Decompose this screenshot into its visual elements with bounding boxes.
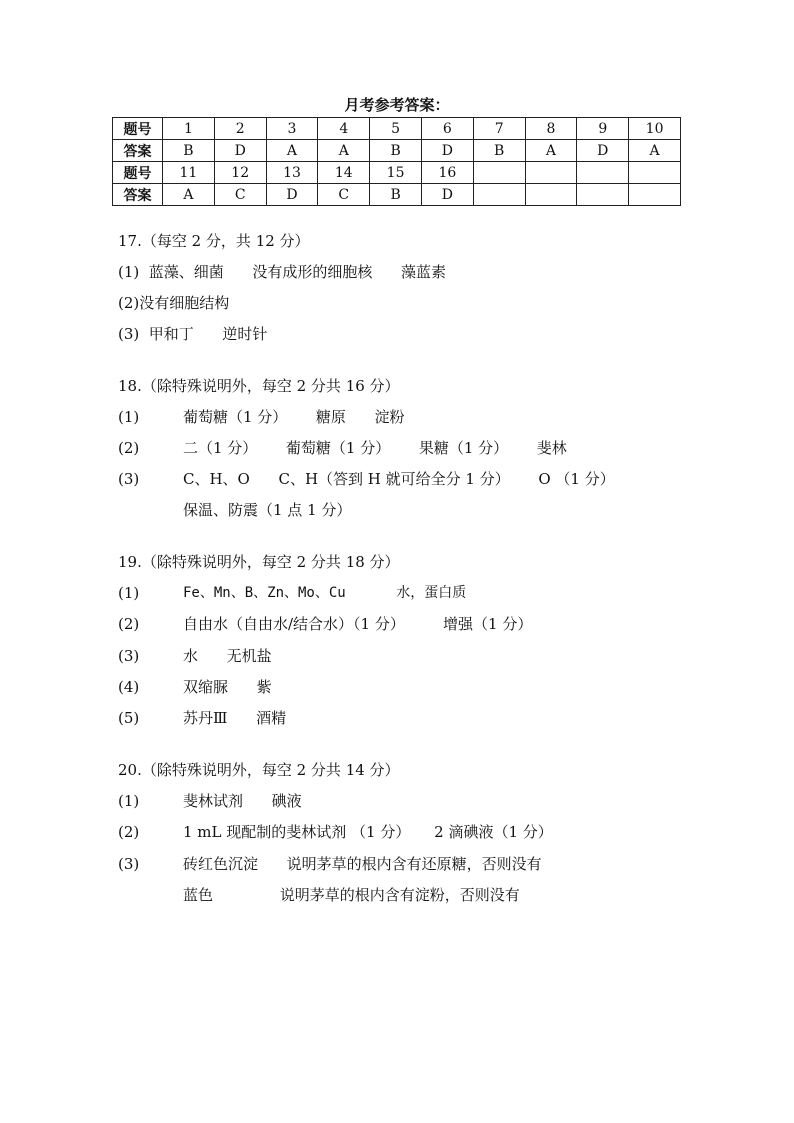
q17-line-1: (1) 蓝藻、细菌 没有成形的细胞核 藻蓝素 <box>118 263 447 281</box>
q20-line-3-num: (3) <box>118 855 140 873</box>
table-cell <box>525 162 577 184</box>
table-cell: A <box>163 184 215 206</box>
table-cell: 1 <box>163 118 215 140</box>
table-row <box>113 184 681 206</box>
q19-line-2: 自由水（自由水/结合水）（1 分） 增强（1 分） <box>183 615 533 633</box>
q20-line-1-num: (1) <box>118 792 140 810</box>
table-cell: 11 <box>163 162 215 184</box>
table-cell: D <box>577 140 629 162</box>
table-cell: A <box>318 140 370 162</box>
q18-line-4: 保温、防震（1 点 1 分） <box>183 501 352 519</box>
table-cell: 15 <box>370 162 422 184</box>
table-cell <box>473 162 525 184</box>
table-cell: D <box>266 184 318 206</box>
table-cell: 14 <box>318 162 370 184</box>
q19-line-5-num: (5) <box>118 709 140 727</box>
row-header: 答案 <box>113 184 163 206</box>
q18-line-3: C、H、O C、H（答到 H 就可给全分 1 分） O （1 分） <box>183 470 615 488</box>
table-cell: 5 <box>370 118 422 140</box>
table-cell: A <box>629 140 681 162</box>
table-cell: 9 <box>577 118 629 140</box>
q19-line-4: 双缩脲 紫 <box>183 678 272 696</box>
table-cell <box>525 184 577 206</box>
q18-header: 18.（除特殊说明外，每空 2 分共 16 分） <box>118 377 400 395</box>
q19-line-1-num: (1) <box>118 584 140 602</box>
table-row <box>113 118 681 140</box>
table-cell: 7 <box>473 118 525 140</box>
q20-line-2: 1 mL 现配制的斐林试剂 （1 分） 2 滴碘液（1 分） <box>183 823 553 841</box>
table-cell: C <box>214 184 266 206</box>
q20-line-2-num: (2) <box>118 823 140 841</box>
table-cell: 8 <box>525 118 577 140</box>
table-cell: B <box>473 140 525 162</box>
table-cell <box>577 184 629 206</box>
table-cell: D <box>214 140 266 162</box>
table-row <box>113 140 681 162</box>
table-cell: 16 <box>421 162 473 184</box>
table-cell <box>473 184 525 206</box>
q19-line-4-num: (4) <box>118 678 140 696</box>
q17-line-3: (3) 甲和丁 逆时针 <box>118 325 268 343</box>
q18-line-3-num: (3) <box>118 470 140 488</box>
q20-line-1: 斐林试剂 碘液 <box>183 792 302 810</box>
q19-line-2-num: (2) <box>118 615 140 633</box>
table-cell: 3 <box>266 118 318 140</box>
table-cell <box>629 184 681 206</box>
table-cell: 4 <box>318 118 370 140</box>
q19-line-1: Fe、Mn、B、Zn、Mo、Cu 水，蛋白质 <box>183 585 467 601</box>
table-cell: D <box>421 140 473 162</box>
q17-header: 17.（每空 2 分，共 12 分） <box>118 232 310 250</box>
table-cell: B <box>370 140 422 162</box>
q17-line-2: (2)没有细胞结构 <box>118 294 230 312</box>
q19-header: 19.（除特殊说明外，每空 2 分共 18 分） <box>118 553 400 571</box>
answer-table <box>112 117 681 206</box>
table-cell: 10 <box>629 118 681 140</box>
q18-line-1: 葡萄糖（1 分） 糖原 淀粉 <box>183 408 405 426</box>
table-row <box>113 162 681 184</box>
row-header: 题号 <box>113 118 163 140</box>
table-cell: 13 <box>266 162 318 184</box>
q20-header: 20.（除特殊说明外，每空 2 分共 14 分） <box>118 761 400 779</box>
table-cell: C <box>318 184 370 206</box>
row-header: 答案 <box>113 140 163 162</box>
table-cell: 2 <box>214 118 266 140</box>
q18-line-2-num: (2) <box>118 439 140 457</box>
table-cell: A <box>266 140 318 162</box>
row-header: 题号 <box>113 162 163 184</box>
table-cell: 12 <box>214 162 266 184</box>
q20-line-3: 砖红色沉淀 说明茅草的根内含有还原糖，否则没有 <box>183 855 542 873</box>
q19-line-3: 水 无机盐 <box>183 647 272 665</box>
q19-line-5: 苏丹Ⅲ 酒精 <box>183 709 287 727</box>
q18-line-1-num: (1) <box>118 408 140 426</box>
table-cell: B <box>370 184 422 206</box>
page-title: 月考参考答案： <box>344 96 450 114</box>
table-cell: D <box>421 184 473 206</box>
q20-line-4: 蓝色 说明茅草的根内含有淀粉，否则没有 <box>183 886 520 904</box>
table-cell: A <box>525 140 577 162</box>
table-cell <box>629 162 681 184</box>
table-cell: B <box>163 140 215 162</box>
q19-line-3-num: (3) <box>118 647 140 665</box>
q18-line-2: 二（1 分） 葡萄糖（1 分） 果糖（1 分） 斐林 <box>183 439 567 457</box>
table-cell: 6 <box>421 118 473 140</box>
table-cell <box>577 162 629 184</box>
